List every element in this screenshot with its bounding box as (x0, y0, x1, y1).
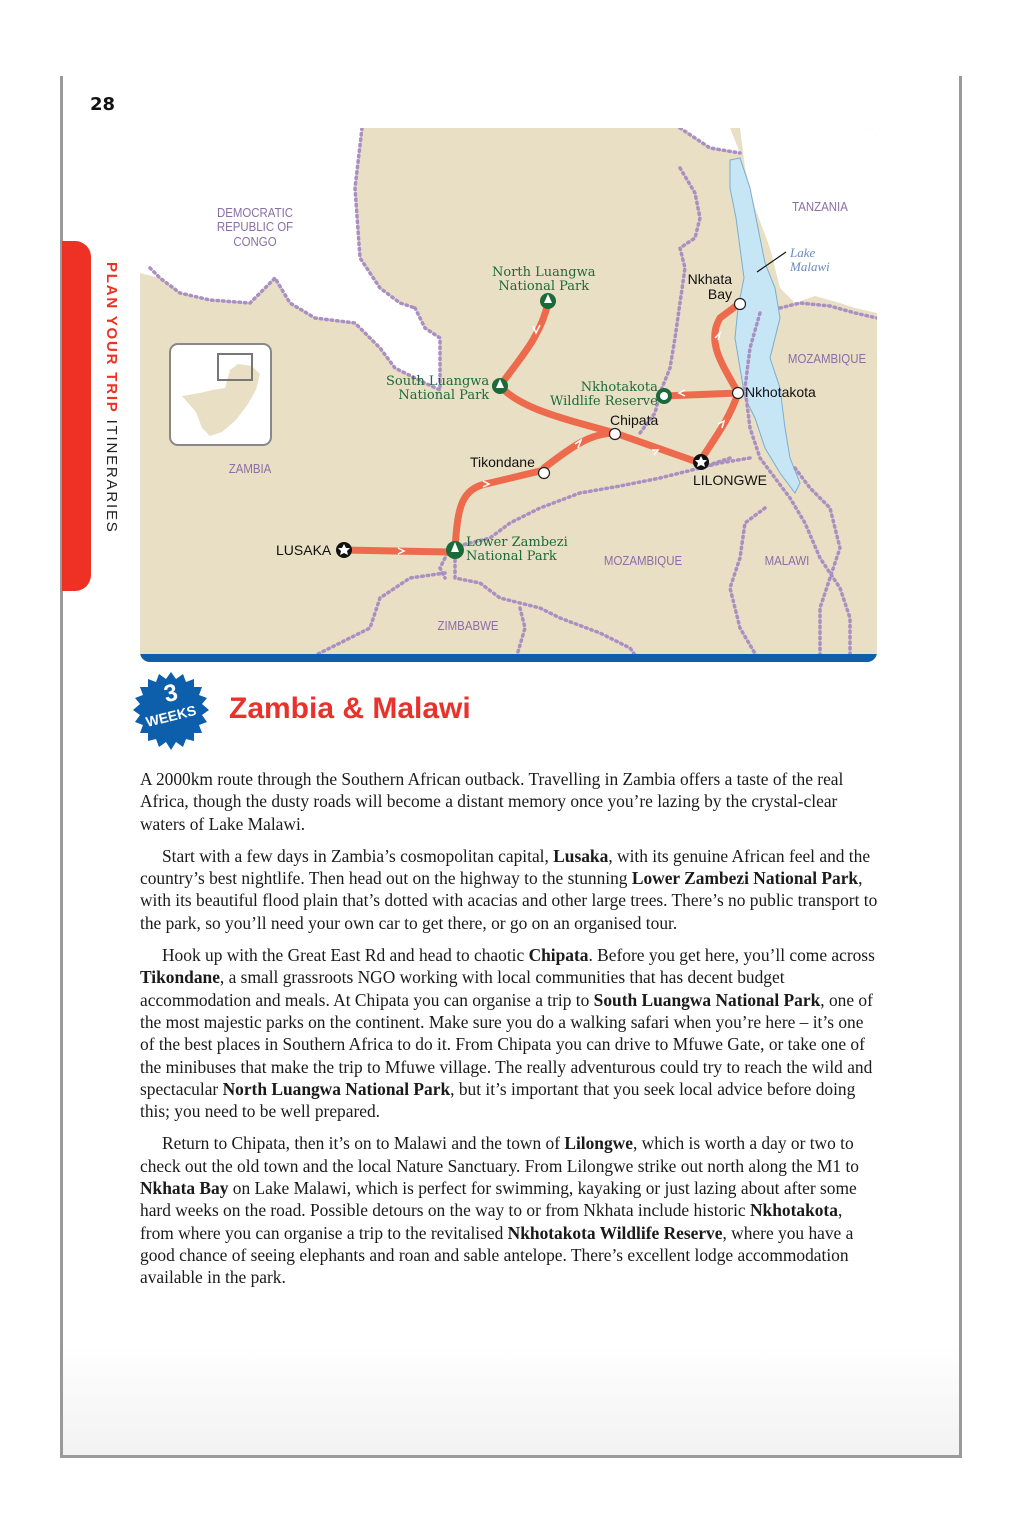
inset-locator-map (170, 344, 271, 445)
park-label-north-luangwa (492, 266, 595, 295)
park-label-lower-zambezi (466, 536, 568, 565)
text: , with its beautiful flood plain that’s dotted with acacias and other large trees. There’s no public transport to the park, so you’ll need your own car to get there, or go on an organised tour. (140, 868, 878, 933)
town-label-chipata: Chipata (610, 412, 659, 428)
country-label-mozambique-south: MOZAMBIQUE (603, 553, 683, 568)
section-label-main: PLAN YOUR TRIP (103, 262, 120, 414)
highlight-nkhotakota: Nkhotakota (749, 1200, 838, 1221)
highlight-chipata: Chipata (528, 945, 589, 966)
park-label-south-luangwa (386, 375, 489, 404)
duration-badge (130, 670, 212, 752)
town-label-nkhata-bay (680, 272, 732, 303)
section-label (100, 262, 120, 562)
country-label-mozambique-north: MOZAMBIQUE (787, 351, 867, 366)
highlight-lusaka: Lusaka (553, 845, 609, 866)
highlight-north-luangwa: North Luangwa National Park (222, 1078, 451, 1099)
drc-line-3: CONGO (233, 233, 277, 249)
highlight-lower-zambezi: Lower Zambezi National Park (631, 868, 859, 889)
paragraph-lusaka (140, 845, 880, 934)
page-number: 28 (90, 94, 116, 115)
country-label-drc (207, 206, 304, 249)
park-line: North Luangwa (492, 265, 596, 280)
text: , where you have a good chance of seeing elephants and roan and sable antelope. There’s excellent lodge accommodation available in the park. (140, 1222, 854, 1288)
park-line: Lower Zambezi (466, 535, 568, 550)
text: . Before you get here, you’ll come across (588, 945, 875, 966)
highlight-nkhotakota-reserve: Nkhotakota Wildlife Reserve (507, 1222, 723, 1243)
section-tab (62, 241, 91, 591)
itinerary-title: Zambia & Malawi (229, 692, 471, 725)
town-line: Nkhata (687, 271, 732, 287)
country-label-tanzania: TANZANIA (792, 199, 848, 214)
town-label-nkhotakota: Nkhotakota (745, 384, 816, 400)
badge-unit: WEEKS (144, 702, 198, 730)
town-line: Bay (707, 286, 732, 303)
park-line: South Luangwa (386, 374, 490, 389)
text: , which is worth a day or two to check out the old town and the local Nature Sanctuary. From Lilongwe strike out north along the M1 to (140, 1133, 859, 1176)
lake-label-line-2: Malawi (790, 259, 830, 275)
town-label-tikondane: Tikondane (470, 454, 535, 470)
text: , with its genuine African feel and the country’s best nightlife. Then head out on the highway to the stunning (140, 845, 871, 889)
itinerary-body (140, 768, 880, 1299)
town-label-lusaka: LUSAKA (276, 542, 332, 558)
park-line: National Park (466, 549, 557, 565)
lake-label-line-1: Lake (790, 245, 816, 260)
map-bottom-bar (140, 654, 877, 662)
highlight-tikondane: Tikondane (140, 967, 220, 988)
country-label-zimbabwe: ZIMBABWE (437, 618, 499, 633)
text: Hook up with the Great East Rd and head to chaotic (162, 945, 529, 966)
text: , one of the most majestic parks on the continent. Make sure you do a walking safari when you’re here – it’s one of the best places in Southern Africa to do it. From Chipata you can drive to Mfuwe Gate, or take one of the minibuses that make the trip to Mfuwe village. The really adventurous could try to reach the wild and spectacular (140, 989, 873, 1099)
route-map (140, 128, 877, 662)
park-line: National Park (398, 388, 490, 404)
section-label-sub: ITINERARIES (103, 419, 120, 534)
lake-malawi-label (790, 246, 830, 275)
highlight-lilongwe: Lilongwe (564, 1133, 633, 1154)
town-label-lilongwe: LILONGWE (693, 472, 767, 488)
text: Start with a few days in Zambia’s cosmopolitan capital, (162, 845, 554, 866)
country-label-zambia: ZAMBIA (228, 461, 272, 476)
badge-number: 3 (161, 678, 181, 709)
text: , a small grassroots NGO working with local communities that has decent budget accommodation and meals. At Chipata you can organise a trip to (140, 967, 785, 1010)
park-line: Nkhotakota (580, 380, 658, 395)
park-line: Wildlife Reserve (550, 394, 658, 410)
country-label-malawi: MALAWI (764, 553, 810, 568)
park-line: National Park (498, 279, 590, 295)
park-label-nkhotakota (550, 381, 658, 410)
paragraph-malawi (140, 1132, 880, 1288)
paragraph-chipata (140, 944, 880, 1122)
text: on Lake Malawi, which is perfect for swimming, kayaking or just lazing about after some hard weeks on the road. Possible detours on the way to or from Nkhata include historic (140, 1178, 857, 1221)
text: , from where you can organise a trip to the revitalised (140, 1200, 843, 1243)
text: , but it’s important that you seek local advice before doing this; you need to be well prepared. (140, 1078, 856, 1122)
drc-line-2: REPUBLIC OF (216, 219, 294, 235)
highlight-nkhata-bay: Nkhata Bay (140, 1178, 229, 1199)
text: Return to Chipata, then it’s on to Malawi and the town of (162, 1133, 565, 1154)
drc-line-1: DEMOCRATIC (216, 205, 294, 220)
highlight-south-luangwa: South Luangwa National Park (593, 989, 821, 1010)
paragraph-intro: A 2000km route through the Southern African outback. Travelling in Zambia offers a taste of the real Africa, though the dusty roads will become a distant memory once you’re lazing by the crystal-clear waters of Lake Malawi. (140, 769, 844, 834)
